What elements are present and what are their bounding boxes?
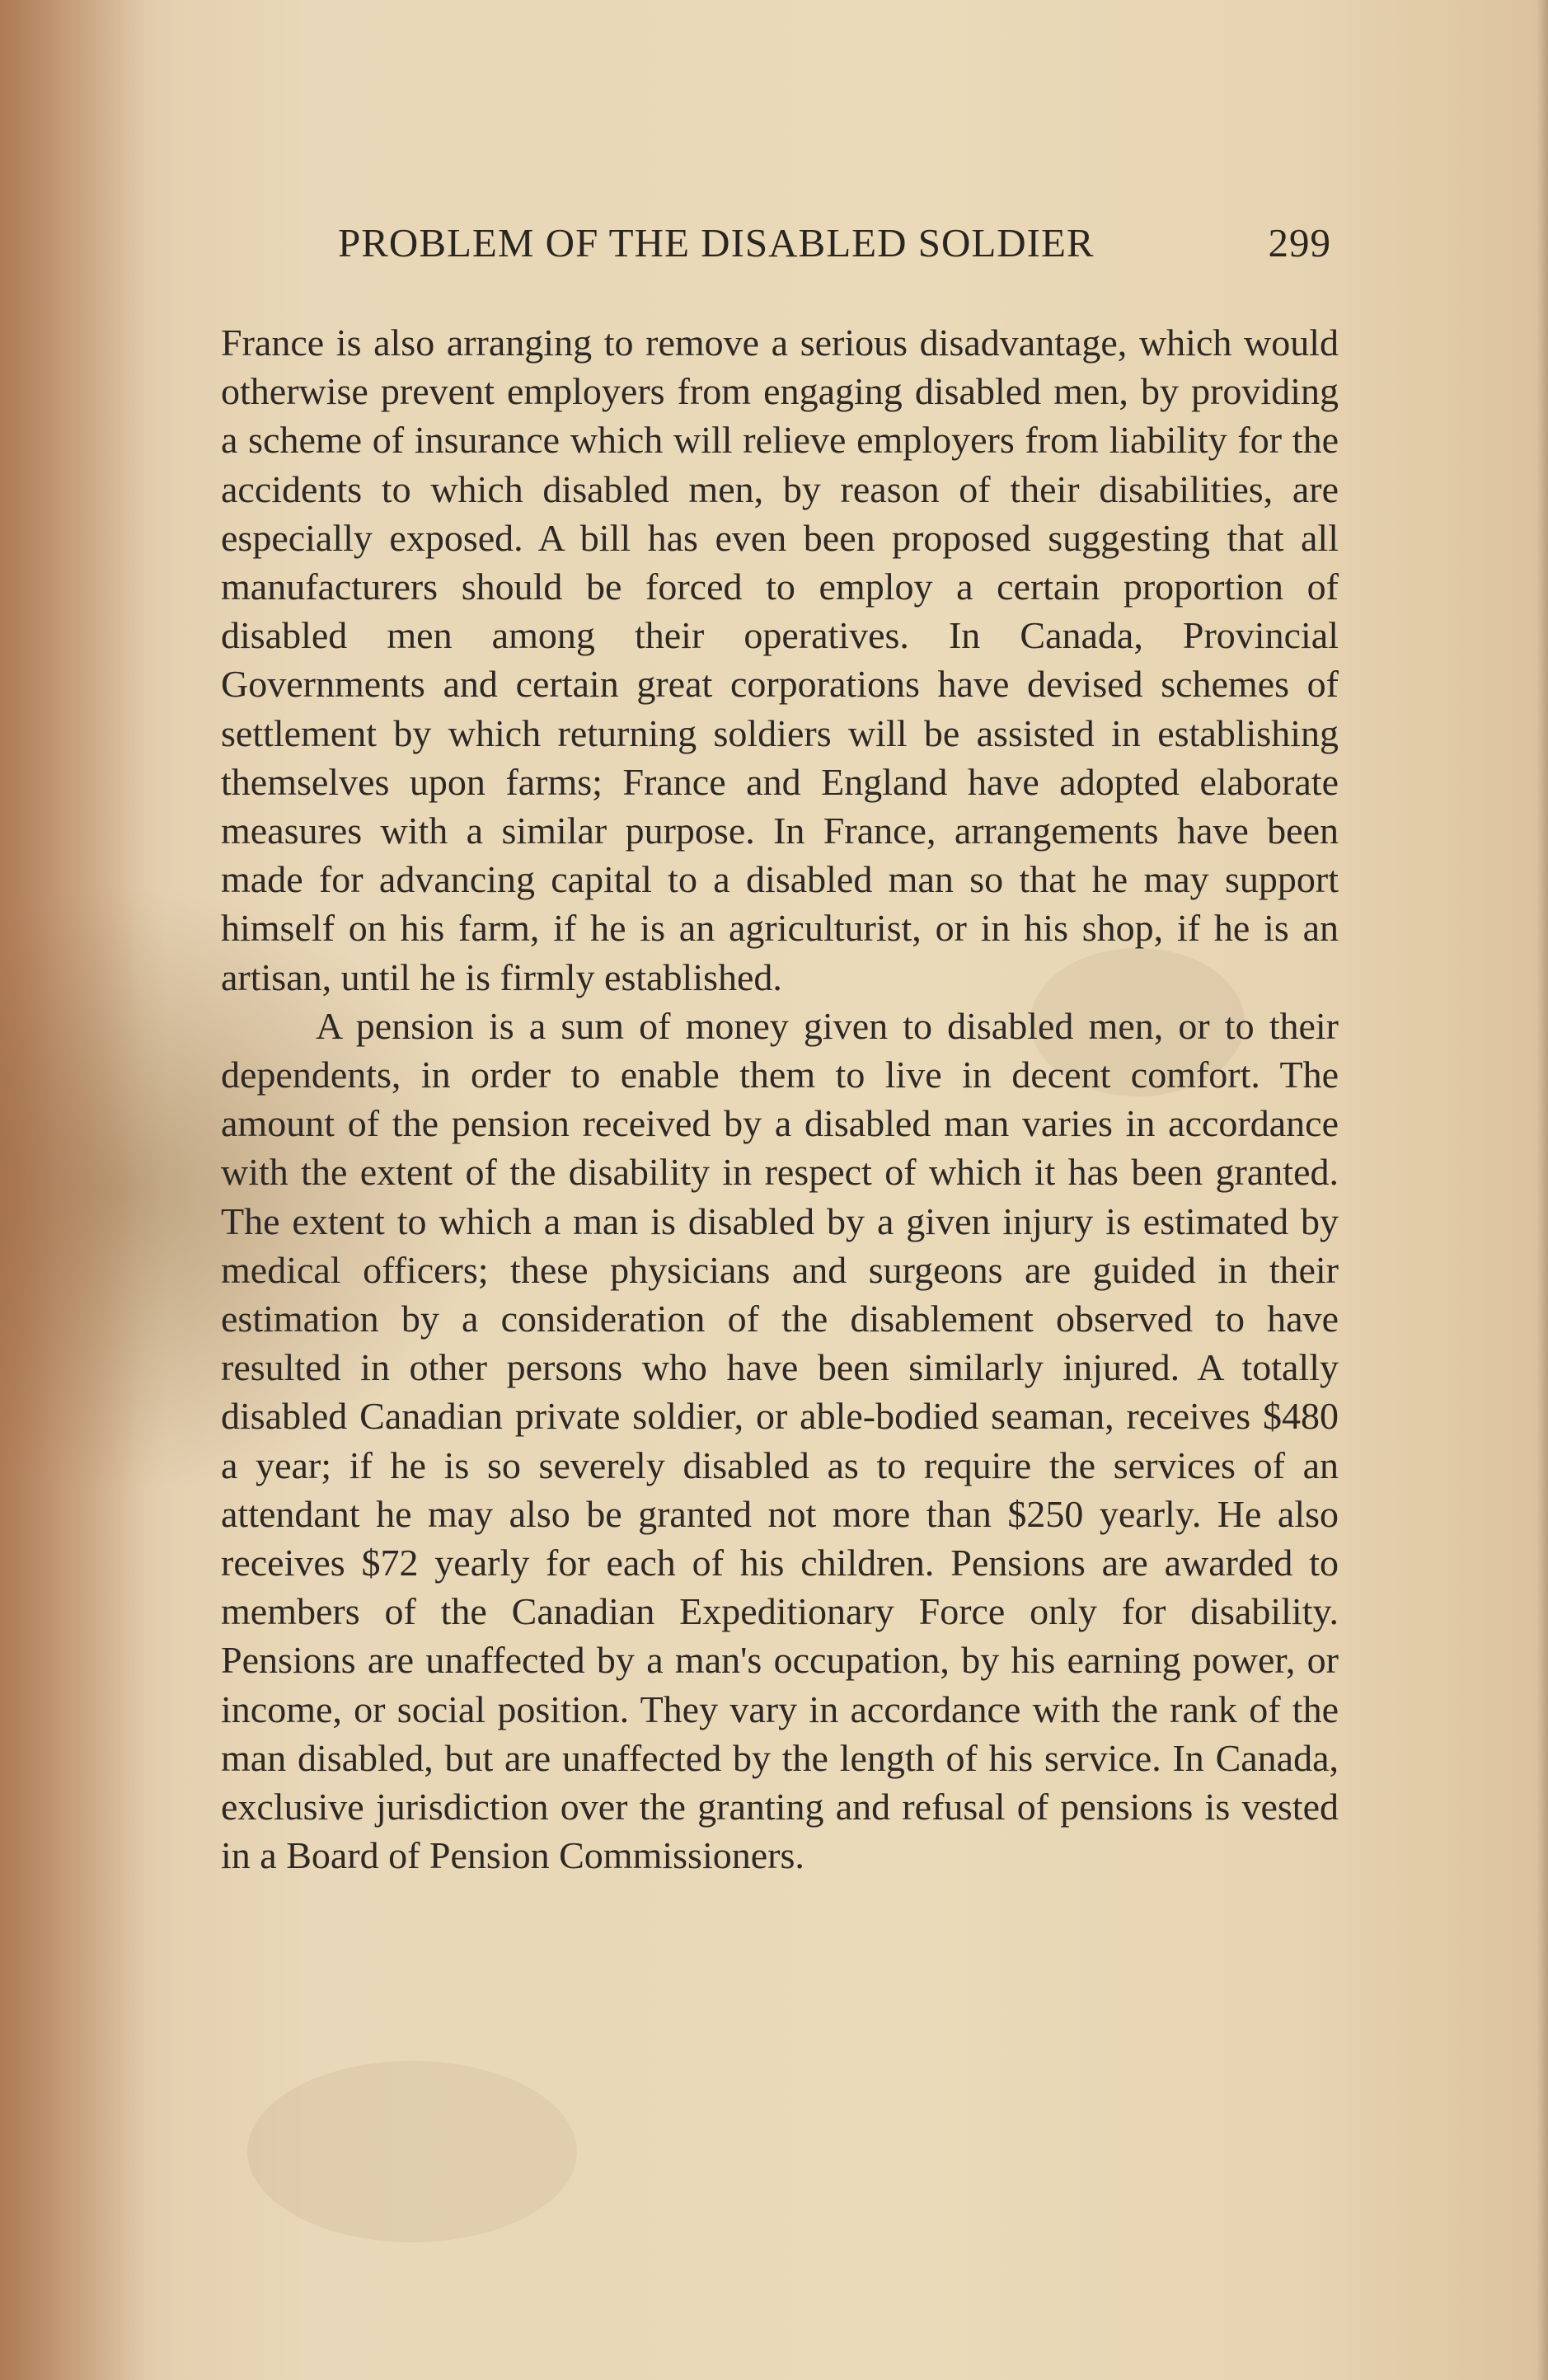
- paper-stain: [247, 2061, 577, 2242]
- page-number: 299: [1268, 220, 1331, 265]
- body-text: [221, 318, 1339, 1880]
- running-head: [338, 219, 1331, 279]
- running-head-title: PROBLEM OF THE DISABLED SOLDIER: [338, 220, 1095, 265]
- paragraph-2: A pension is a sum of money given to disabled men, or to their dependents, in order to enable them to live in decent comfort. The amount of the pension received by a disabled man varies in accordance with the extent of the disability in respect of which it has been granted. The extent to which a man is disabled by a given injury is estimated by medical officers; these physicians and surgeons are guided in their estimation by a consideration of the disablement observed to have resulted in other persons who have been similarly injured. A totally disabled Canadian private soldier, or able-bodied seaman, receives $480 a year; if he is so severely disabled as to require the services of an attendant he may also be granted not more than $250 yearly. He also receives $72 yearly for each of his children. Pensions are awarded to members of the Canadian Expeditionary Force only for disability. Pensions are unaffected by a man's occupation, by his earning power, or income, or social position. They vary in accordance with the rank of the man disabled, but are unaffected by the length of his service. In Canada, exclusive jurisdiction over the granting and refusal of pensions is vested in a Board of Pension Commissioners.: [221, 1004, 1339, 1877]
- paragraph-1: France is also arranging to remove a serious disadvantage, which would otherwise prevent employers from engaging disabled men, by providing a scheme of insurance which will relieve employers from liability for the accidents to which disabled men, by reason of their disabilities, are especially exposed. A bill has even been proposed suggesting that all manufacturers should be forced to employ a certain proportion of disabled men among their operatives. In Canada, Provincial Governments and certain great corporations have devised schemes of settlement by which returning soldiers will be assisted in establishing themselves upon farms; France and England have adopted elaborate measures with a similar purpose. In France, arrangements have been made for advancing capital to a disabled man so that he may support himself on his farm, if he is an agriculturist, or in his shop, if he is an artisan, until he is firmly established.: [221, 322, 1339, 998]
